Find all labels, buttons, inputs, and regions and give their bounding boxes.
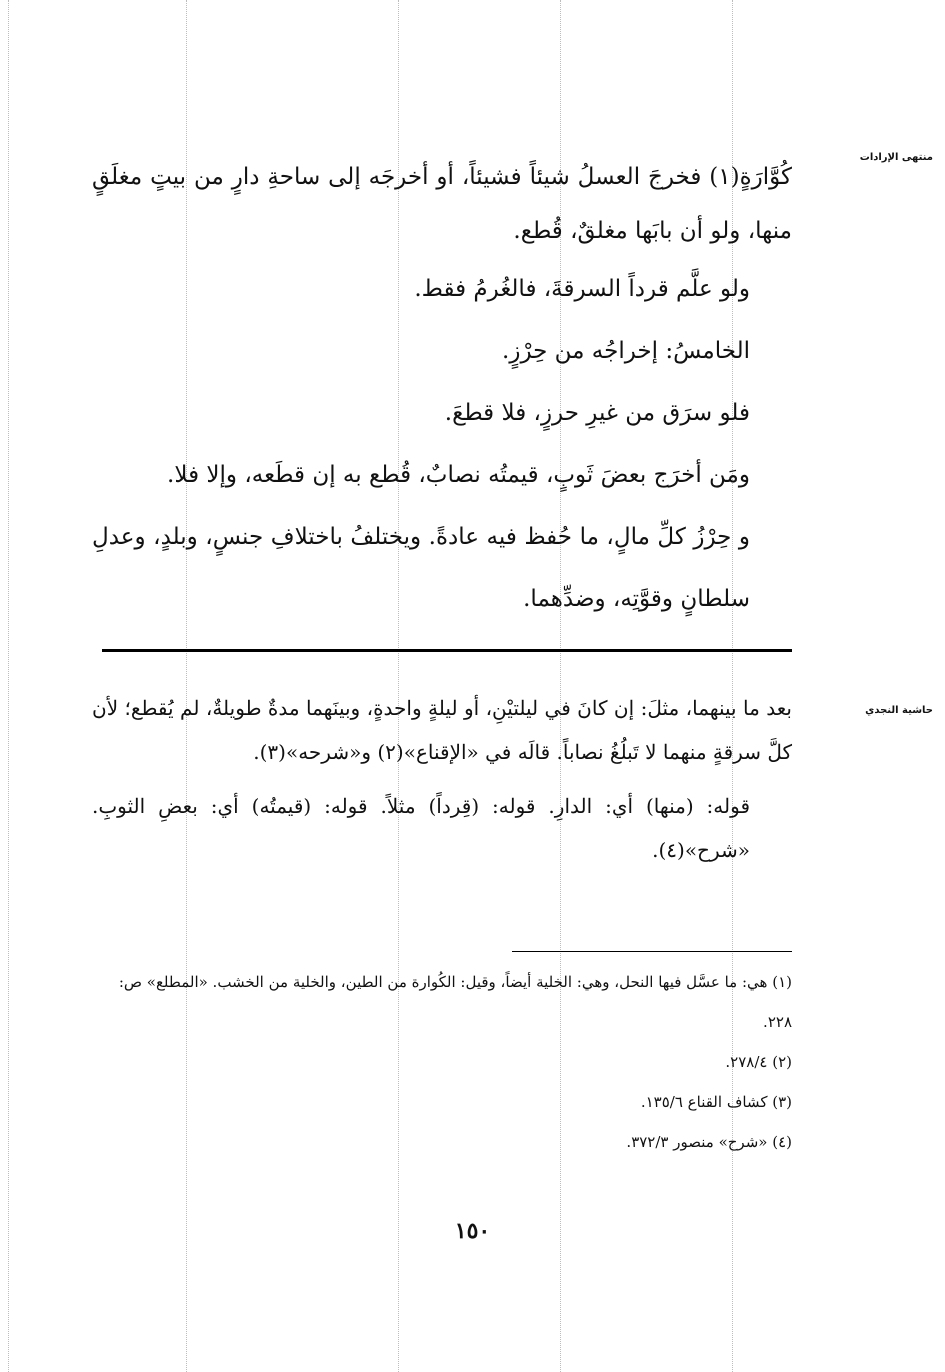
main-paragraph: ولو علَّم قرداً السرقةَ، فالغُرمُ فقط. [414, 276, 750, 302]
footnote-divider [512, 951, 792, 952]
scan-guide-line [8, 0, 9, 1372]
section-divider [102, 649, 792, 652]
side-label-main-source: منتهى الإرادات [859, 152, 933, 163]
hashiya-paragraph: بعد ما بينهما، مثلَ: إن كانَ في ليلتيْنِ، أو ليلةٍ واحدةٍ، وبينَهما مدةٌ طويلةٌ، لم يُقطع؛ لأن كلَّ سرقةٍ منهما لا تَبلُغُ نصاباً. قالَه في «الإقناع»(٢) و«شرحه»(٣). [92, 696, 792, 764]
hashiya-text [92, 686, 792, 872]
main-paragraph: كُوَّارَةٍ(١) فخرجَ العسلُ شيئاً فشيئاً، أو أخرجَه إلى ساحةِ دارٍ من بيتٍ مغلَقٍ منها، ولو أن بابَها مغلقٌ، قُطع. [92, 164, 792, 244]
main-paragraph: و حِرْزُ كلِّ مالٍ، ما حُفظ فيه عادةً. ويختلفُ باختلافِ جنسٍ، وبلدٍ، وعدلِ سلطانٍ وقوَّتِه، وضدِّهما. [92, 524, 750, 612]
footnote: (٣) كشاف القناع ١٣٥/٦. [640, 1093, 792, 1111]
main-paragraph: الخامسُ: إخراجُه من حِرْزٍ. [502, 338, 750, 364]
footnote: (١) هي: ما عسَّل فيها النحل، وهي: الخلية أيضاً، وقيل: الكُوارة من الطين، والخلية من الخشب. «المطلع» ص: ٢٢٨. [118, 973, 792, 1031]
main-paragraph: فلو سرَق من غيرِ حرزٍ، فلا قطعَ. [444, 400, 750, 426]
footnotes [92, 962, 792, 1162]
main-text [92, 150, 792, 630]
hashiya-paragraph: قوله: (منها) أي: الدارِ. قوله: (قِرداً) مثلاً. قوله: (قيمتُه) أي: بعضِ الثوبِ. «شرح»(٤). [92, 794, 751, 862]
page-number: ١٥٠ [454, 1218, 491, 1244]
side-label-hashiya-source: حاشية النجدي [865, 705, 933, 716]
footnote: (٢) ٢٧٨/٤. [725, 1053, 792, 1071]
footnote: (٤) «شرح» منصور ٣٧٢/٣. [626, 1133, 792, 1151]
main-paragraph: ومَن أخرَج بعضَ ثَوبٍ، قيمتُه نصابٌ، قُطع به إن قطَعه، وإلا فلا. [167, 462, 750, 488]
